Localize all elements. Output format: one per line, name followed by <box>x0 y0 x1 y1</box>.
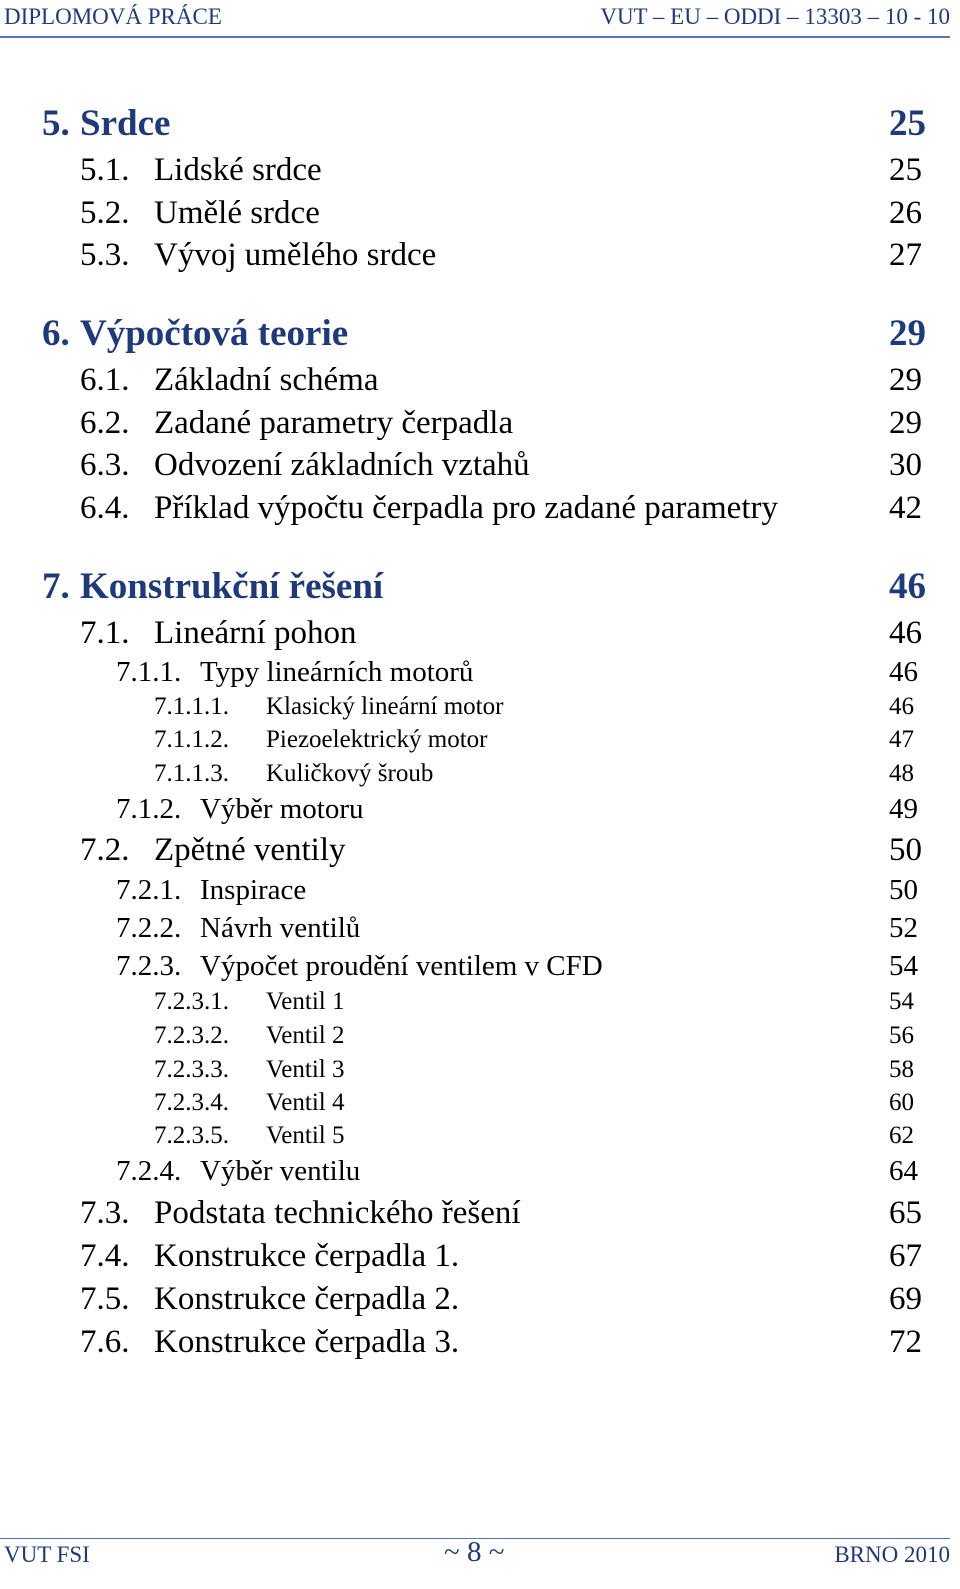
toc-entry-page: 50 <box>889 874 918 906</box>
toc-entry-title: Odvození základních vztahů <box>154 447 530 483</box>
toc-entry-title: Piezoelektrický motor <box>266 726 488 753</box>
toc-entry-title: Zadané parametry čerpadla <box>154 405 514 441</box>
toc-entry-page: 72 <box>889 1324 922 1360</box>
toc-entry-number: 7.2.4. <box>116 1155 182 1187</box>
toc-entry-title: Klasický lineární motor <box>266 693 504 720</box>
toc-entry-page: 54 <box>889 950 918 982</box>
toc-entry-title: Kuličkový šroub <box>266 760 434 787</box>
toc-entry-page: 27 <box>889 237 922 273</box>
toc-entry-page: 42 <box>889 490 922 526</box>
toc-entry-title: Typy lineárních motorů <box>200 656 474 688</box>
footer-left-text: VUT FSI <box>4 1542 90 1567</box>
toc-entry-title: Ventil 2 <box>266 1022 345 1049</box>
toc-entry-title: Příklad výpočtu čerpadla pro zadané parametry <box>154 490 778 526</box>
toc-entry-number: 7.1.1.2. <box>154 726 229 753</box>
toc-entry-page: 64 <box>889 1155 918 1187</box>
toc-entry-title: Výpočtová teorie <box>80 313 349 354</box>
toc-entry-page: 56 <box>889 1022 914 1049</box>
toc-entry-number: 7.2.3.2. <box>154 1022 229 1049</box>
toc-entry-number: 7.1.1.3. <box>154 760 229 787</box>
toc-entry-title: Vývoj umělého srdce <box>154 237 437 273</box>
toc-entry-number: 5.1. <box>80 152 130 188</box>
toc-entry-page: 54 <box>889 988 914 1015</box>
header-rule <box>0 36 950 38</box>
footer-right-text: BRNO 2010 <box>834 1542 950 1567</box>
header-left-text: DIPLOMOVÁ PRÁCE <box>4 4 222 29</box>
toc-entry-page: 46 <box>889 566 926 607</box>
toc-entry-number: 7.1.2. <box>116 793 182 825</box>
toc-entry-page: 29 <box>889 362 922 398</box>
toc-entry-page: 65 <box>889 1195 922 1231</box>
toc-entry-number: 7.6. <box>80 1324 130 1360</box>
toc-entry-number: 6. <box>42 313 70 354</box>
toc-entry-number: 6.1. <box>80 362 130 398</box>
toc-entry-title: Výběr motoru <box>200 793 364 825</box>
toc-entry-page: 30 <box>889 447 922 483</box>
header-right-text: VUT – EU – ODDI – 13303 – 10 - 10 <box>600 4 950 29</box>
toc-entry-title: Ventil 4 <box>266 1089 345 1116</box>
toc-entry-page: 67 <box>889 1238 922 1274</box>
toc-entry-number: 7.2.1. <box>116 874 182 906</box>
toc-entry-number: 7.2.3.1. <box>154 988 229 1015</box>
toc-entry-number: 7.2.3. <box>116 950 182 982</box>
toc-entry-number: 7.2.3.4. <box>154 1089 229 1116</box>
toc-entry-title: Podstata technického řešení <box>154 1195 521 1231</box>
toc-entry-title: Ventil 1 <box>266 988 345 1015</box>
toc-entry-title: Konstrukce čerpadla 3. <box>154 1324 460 1360</box>
toc-entry-title: Inspirace <box>200 874 307 906</box>
toc-entry-title: Konstrukce čerpadla 2. <box>154 1281 460 1317</box>
toc-entry-page: 47 <box>889 726 914 753</box>
page-number: ~ 8 ~ <box>444 1536 505 1568</box>
toc-entry-title: Ventil 3 <box>266 1056 345 1083</box>
toc-entry-page: 46 <box>889 693 914 720</box>
toc-entry-page: 46 <box>889 615 922 651</box>
toc-entry-page: 58 <box>889 1056 914 1083</box>
toc-entry-page: 25 <box>889 103 926 144</box>
toc-entry-title: Konstrukce čerpadla 1. <box>154 1238 460 1274</box>
toc-entry-page: 69 <box>889 1281 922 1317</box>
toc-entry-page: 25 <box>889 152 922 188</box>
toc-entry-number: 7.1.1.1. <box>154 693 229 720</box>
toc-entry-page: 48 <box>889 760 914 787</box>
toc-entry-title: Ventil 5 <box>266 1122 345 1149</box>
toc-entry-page: 52 <box>889 912 918 944</box>
toc-entry-number: 7.4. <box>80 1238 130 1274</box>
toc-entry-title: Výběr ventilu <box>200 1155 361 1187</box>
page-header <box>4 4 950 32</box>
toc-entry-title: Srdce <box>80 103 171 144</box>
toc-entry-page: 26 <box>889 195 922 231</box>
toc-entry-number: 6.4. <box>80 490 130 526</box>
toc-entry-page: 62 <box>889 1122 914 1149</box>
toc-entry-page: 29 <box>889 313 926 354</box>
toc-entry-number: 5.2. <box>80 195 130 231</box>
toc-entry-page: 50 <box>889 832 922 868</box>
toc-entry-number: 5. <box>42 103 70 144</box>
toc-entry-title: Základní schéma <box>154 362 379 398</box>
toc-entry-number: 7.2.2. <box>116 912 182 944</box>
page-footer <box>4 1536 950 1574</box>
toc-entry-page: 29 <box>889 405 922 441</box>
toc-entry-number: 7.5. <box>80 1281 130 1317</box>
toc-entry-page: 49 <box>889 793 918 825</box>
toc-entry-number: 7. <box>42 566 70 607</box>
toc-entry-number: 5.3. <box>80 237 130 273</box>
toc-entry-number: 7.2.3.3. <box>154 1056 229 1083</box>
toc-entry-number: 7.1. <box>80 615 130 651</box>
toc-entry-number: 7.1.1. <box>116 656 182 688</box>
toc-entry-title: Výpočet proudění ventilem v CFD <box>200 950 603 982</box>
toc-entry-number: 7.3. <box>80 1195 130 1231</box>
toc-entry-title: Konstrukční řešení <box>80 566 384 607</box>
toc-entry-number: 7.2. <box>80 832 130 868</box>
toc-entry-title: Lineární pohon <box>154 615 357 651</box>
toc-entry-number: 7.2.3.5. <box>154 1122 229 1149</box>
toc-entry-number: 6.2. <box>80 405 130 441</box>
toc-entry-title: Lidské srdce <box>154 152 322 188</box>
toc-entry-title: Zpětné ventily <box>154 832 346 868</box>
toc-entry-number: 6.3. <box>80 447 130 483</box>
toc-entry-page: 46 <box>889 656 918 688</box>
toc-entry-page: 60 <box>889 1089 914 1116</box>
toc-entry-title: Umělé srdce <box>154 195 320 231</box>
toc-entry-title: Návrh ventilů <box>200 912 361 944</box>
